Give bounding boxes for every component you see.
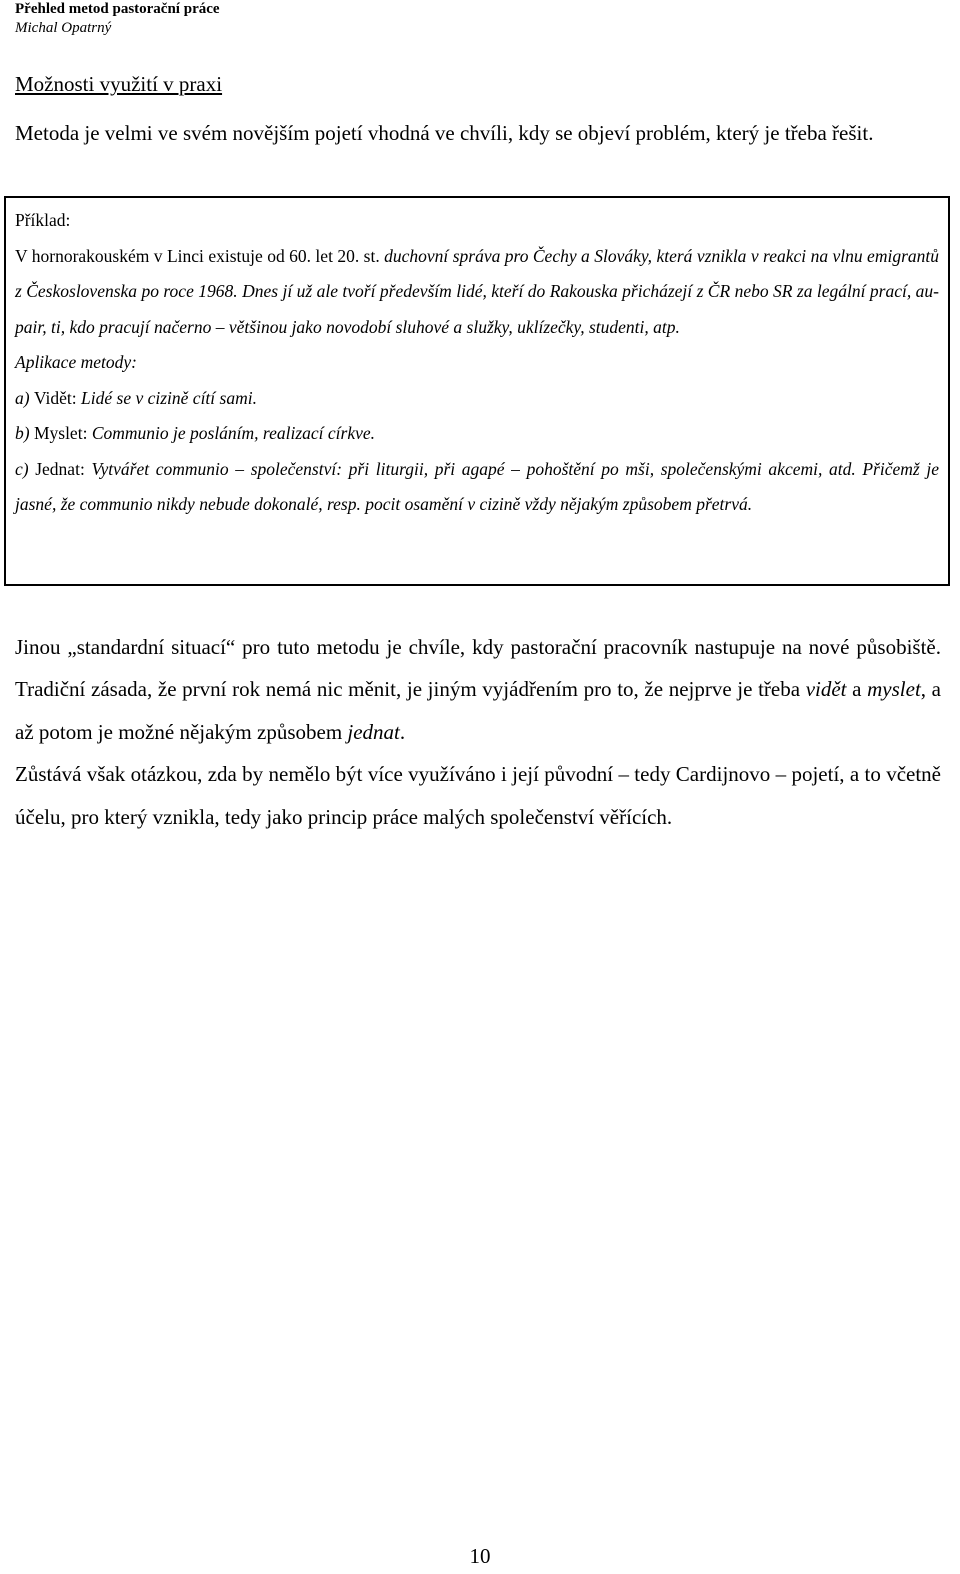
- document-title: Přehled metod pastorační práce: [15, 1, 220, 17]
- intro-text: Metoda je velmi ve svém novějším pojetí vhodná ve chvíli, kdy se objeví problém, který je třeba řešit.: [15, 121, 874, 145]
- example-description: [15, 239, 939, 346]
- example-label: Příklad:: [15, 210, 71, 230]
- step-think-label: b): [15, 423, 34, 443]
- page-header: [15, 0, 945, 38]
- paragraph-new-position: [15, 626, 941, 753]
- step-act: [15, 452, 939, 523]
- body-text: [15, 626, 941, 838]
- step-see-key: Vidět:: [33, 387, 82, 408]
- step-think: [15, 416, 939, 452]
- intro-paragraph: [15, 112, 941, 154]
- emphasis-see: vidět: [805, 677, 847, 702]
- step-see-text: Lidé se v cizině cítí sami.: [81, 387, 257, 408]
- step-see-label: a): [15, 387, 34, 408]
- paragraph-new-position-c: , a až potom je možné nějakým způsobem: [15, 677, 941, 744]
- example-text-italic: duchovní správa pro Čechy a Slováky, která vznikla v reakci na vlnu emigrantů z Československa po roce 1968. Dnes jí už ale tvoří především lidé, kteří do Rakouska přicházejí z ČR nebo SR za legální prací, au-pair, ti, kdo pracují načerno – většinou jako novodobí sluhové a služky, uklízečky, studenti, atp.: [15, 245, 939, 337]
- emphasis-act: jednat: [347, 719, 400, 744]
- example-text-plain: V hornorakouském v Linci existuje od 60. let 20. st.: [15, 245, 380, 266]
- paragraph-new-position-b: a: [846, 677, 868, 702]
- step-act-text-2: Přičemž je jasné, že communio nikdy nebude dokonalé, resp.: [15, 458, 939, 514]
- step-act-text-3: pocit osamění v cizině vždy nějakým způsobem přetrvá.: [360, 494, 753, 514]
- paragraph-new-position-a: Jinou „standardní situací“ pro tuto metodu je chvíle, kdy pastorační pracovník nastupuje na nové působiště. Tradiční zásada, že první rok nemá nic měnit, je jiným vyjádřením pro to, že nejprve je třeba: [15, 635, 941, 702]
- document-author: Michal Opatrný: [15, 20, 112, 36]
- step-act-text-1: Vytvářet communio – společenství: při liturgii, při agapé – pohoštění po mši, společenskými akcemi, atd.: [91, 458, 856, 479]
- paragraph-cardijn: Zůstává však otázkou, zda by nemělo být více využíváno i její původní – tedy Cardijnovo – pojetí, a to včetně účelu, pro který vznikla, tedy jako princip práce malých společenství věřících.: [15, 762, 941, 829]
- step-act-key: Jednat:: [35, 458, 92, 479]
- section-heading: Možnosti využití v praxi: [15, 72, 223, 96]
- step-act-label: c): [15, 458, 36, 479]
- paragraph-new-position-d: .: [399, 719, 406, 744]
- page-number: 10: [469, 1544, 491, 1568]
- emphasis-think: myslet: [867, 677, 921, 702]
- application-label: Aplikace metody:: [15, 352, 137, 372]
- step-think-key: Myslet:: [33, 423, 92, 443]
- step-think-text: Communio je posláním, realizací církve.: [91, 423, 376, 443]
- step-see: [15, 381, 939, 417]
- example-box: [4, 196, 950, 586]
